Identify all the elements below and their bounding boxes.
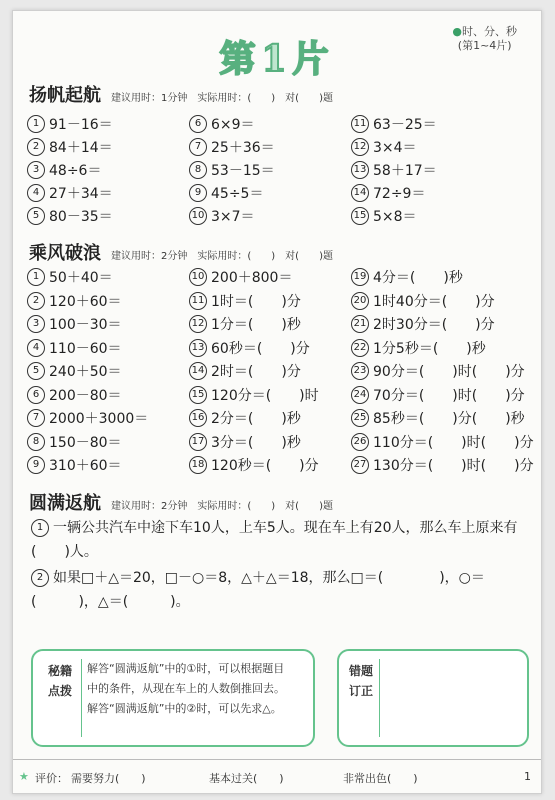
problem-expression: 1分＝( )秒 [211,317,301,333]
problem-expression: 84＋14＝ [49,140,113,156]
problem-expression: 3分＝( )秒 [211,434,301,451]
section-meta-3: 建议用时：2分钟 实际用时：( ) 对( )题 [111,501,333,512]
problem-expression: 150－80＝ [49,434,122,451]
problem-expression: 27＋34＝ [49,186,113,202]
problem-item [189,455,319,475]
section-head-2 [29,239,333,265]
problem-number: 13 [189,339,207,357]
word-problem-text: 一辆公共汽车中途下车10人，上车5人。现在车上有20人，那么车上原来有( )人。 [31,520,518,560]
problem-number: 5 [27,207,45,225]
evaluation-option-3[interactable]: 非常出色( ) [343,772,418,785]
problem-number: 9 [189,184,207,202]
evaluation-option-2[interactable]: 基本过关( ) [209,772,284,785]
problem-item [351,137,417,157]
problem-number: 20 [351,292,369,310]
problem-number: 14 [189,362,207,380]
problem-number: 3 [27,161,45,179]
problem-number: 17 [189,433,207,451]
problem-expression: 100－30＝ [49,317,122,333]
problem-expression: 2分＝( )秒 [211,411,301,427]
problem-expression: 240＋50＝ [49,364,122,380]
problem-expression: 120＋60＝ [49,293,122,310]
problem-number: 11 [189,292,207,310]
problem-item [189,408,301,428]
problem-expression: 110－60＝ [49,340,122,357]
problem-number: 1 [27,268,45,286]
problem-item [27,314,122,334]
problem-item [27,385,122,405]
problem-expression: 5×8＝ [373,209,417,225]
problem-number: 1 [27,115,45,133]
problem-item [189,338,310,358]
problem-item [27,183,113,203]
problem-expression: 1时40分＝( )分 [373,293,495,310]
problem-item [189,314,301,334]
problem-item [189,137,275,157]
problem-expression: 45÷5＝ [211,186,264,202]
problem-item [189,267,292,287]
problem-expression: 72÷9＝ [373,186,426,202]
problem-item [189,385,319,405]
problem-expression: 2时＝( )分 [211,364,301,380]
problem-number: 13 [351,161,369,179]
problem-item [351,385,525,405]
problem-item [189,291,301,311]
topic-tag [452,25,517,53]
tips-line: 解答“圆满返航”中的①时，可以根据题目 [87,662,285,675]
correction-box [337,649,529,747]
problem-number: 15 [351,207,369,225]
problem-item [189,183,263,203]
page-title: 第1片 [219,38,335,80]
problem-expression: 91－16＝ [49,117,113,133]
problem-item [351,206,417,226]
problem-item [27,455,122,475]
problem-number: 25 [351,409,369,427]
problem-number: 2 [27,292,45,310]
problem-number: 8 [189,161,207,179]
tips-text [87,659,303,719]
problem-item [351,160,437,180]
problem-number: 8 [27,433,45,451]
evaluation-label: 评价： [35,772,68,785]
section-title-2: 乘风破浪 [29,243,101,264]
problem-number: 14 [351,184,369,202]
problem-expression: 63－25＝ [373,117,437,133]
section-head-3 [29,489,333,515]
problem-item [27,361,122,381]
problem-number: 27 [351,456,369,474]
section-head-1 [29,81,333,107]
problem-item [351,291,495,311]
problem-expression: 200－80＝ [49,387,122,404]
problem-expression: 25＋36＝ [211,140,275,156]
problem-expression: 53－15＝ [211,163,275,179]
section-title-1: 扬帆起航 [29,85,101,106]
problem-expression: 3×7＝ [211,209,255,225]
problem-item [27,408,148,428]
problem-item [27,160,101,180]
problem-number: 18 [189,456,207,474]
word-problem-1 [31,516,529,564]
problem-number: 11 [351,115,369,133]
problem-expression: 130分＝( )时( )分 [373,458,534,474]
problem-expression: 85秒＝( )分( )秒 [373,411,525,427]
problem-number: 15 [189,386,207,404]
problem-expression: 1时＝( )分 [211,293,301,310]
problem-expression: 4分＝( )秒 [373,270,463,286]
problem-number: 7 [189,138,207,156]
problem-expression: 120分＝( )时 [211,387,319,404]
dot-icon: ● [452,25,462,38]
problem-number: 22 [351,339,369,357]
problem-expression: 200＋800＝ [211,270,293,286]
evaluation-option-1[interactable]: 需要努力( ) [71,772,146,785]
section-meta-2: 建议用时：2分钟 实际用时：( ) 对( )题 [111,251,333,262]
problem-expression: 3×4＝ [373,140,417,156]
problem-item [27,137,113,157]
problem-item [189,432,301,452]
problem-number: 10 [189,268,207,286]
problem-number: 10 [189,207,207,225]
problem-number: 2 [31,569,49,587]
problem-item [27,114,113,134]
correction-divider [379,659,380,737]
problem-expression: 70分＝( )时( )分 [373,387,525,404]
problem-expression: 310＋60＝ [49,458,122,474]
problem-item [351,314,495,334]
problem-item [351,114,437,134]
problem-expression: 2时30分＝( )分 [373,317,495,333]
problem-item [189,206,255,226]
page-number: 1 [524,770,531,783]
problem-item [27,267,113,287]
problem-expression: 110分＝( )时( )分 [373,434,534,451]
problem-expression: 60秒＝( )分 [211,340,310,357]
problem-item [27,432,122,452]
word-problem-2 [31,566,529,614]
tips-line: 解答“圆满返航”中的②时，可以先求△。 [87,702,282,715]
problem-item [351,408,525,428]
problem-number: 2 [27,138,45,156]
problem-number: 23 [351,362,369,380]
problem-number: 9 [27,456,45,474]
problem-item [189,114,255,134]
problem-expression: 80－35＝ [49,209,113,225]
star-icon: ★ [19,770,29,783]
tips-box [31,649,315,747]
problem-expression: 48÷6＝ [49,163,102,179]
section-meta-1: 建议用时：1分钟 实际用时：( ) 对( )题 [111,93,333,104]
problem-number: 3 [27,315,45,333]
problem-number: 19 [351,268,369,286]
problem-number: 5 [27,362,45,380]
problem-item [27,338,122,358]
problem-expression: 50＋40＝ [49,270,113,286]
problem-number: 4 [27,339,45,357]
problem-item [189,160,275,180]
problem-number: 24 [351,386,369,404]
problem-expression: 1分5秒＝( )秒 [373,340,486,357]
topic-tag-line2: (第1~4片) [457,39,512,52]
problem-number: 12 [351,138,369,156]
problem-expression: 6×9＝ [211,117,255,133]
problem-item [351,183,425,203]
problem-number: 4 [27,184,45,202]
problem-item [351,432,534,452]
problem-item [27,291,122,311]
problem-number: 26 [351,433,369,451]
tips-line: 中的条件，从现在车上的人数倒推回去。 [87,682,285,695]
problem-expression: 120秒＝( )分 [211,458,319,474]
problem-expression: 90分＝( )时( )分 [373,364,525,380]
problem-number: 6 [189,115,207,133]
topic-tag-line1: 时、分、秒 [462,25,517,38]
evaluation-footer [13,759,541,794]
word-problem-text: 如果□＋△＝20，□－○＝8，△＋△＝18，那么□＝( )，○＝( )，△＝( )。 [31,570,485,610]
problem-expression: 2000＋3000＝ [49,411,149,427]
worksheet-page [12,10,542,794]
problem-item [27,206,113,226]
problem-number: 1 [31,519,49,537]
tips-label: 秘籍点拨 [47,664,72,698]
problem-number: 6 [27,386,45,404]
correction-label: 错题订正 [349,664,374,698]
problem-item [351,338,486,358]
problem-number: 21 [351,315,369,333]
problem-expression: 58＋17＝ [373,163,437,179]
problem-number: 12 [189,315,207,333]
problem-item [351,267,463,287]
problem-number: 7 [27,409,45,427]
tips-divider [81,659,82,737]
problem-number: 16 [189,409,207,427]
problem-item [351,455,534,475]
problem-item [351,361,525,381]
problem-item [189,361,301,381]
section-title-3: 圆满返航 [29,493,101,514]
